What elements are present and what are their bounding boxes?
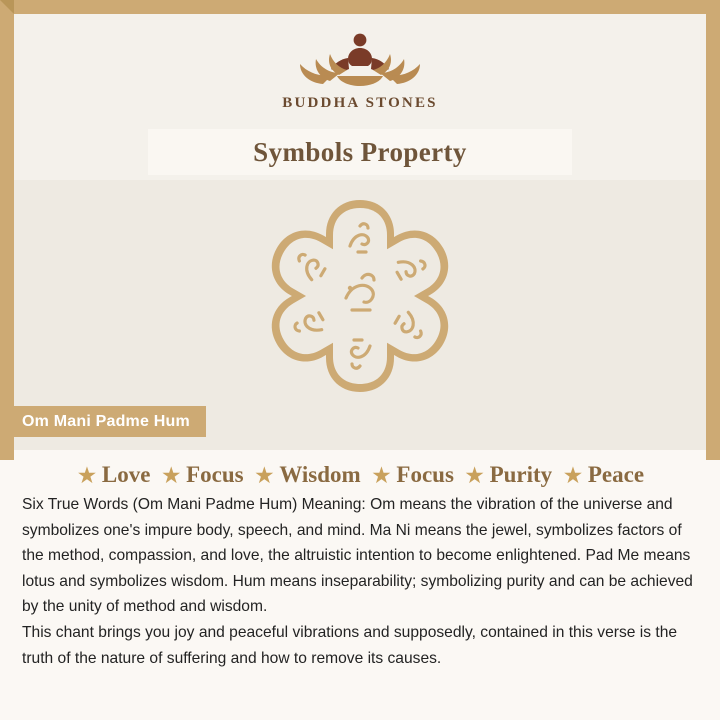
lotus-meditation-icon (285, 24, 435, 86)
keyword-peace: Peace (587, 462, 645, 487)
paragraph-chant: This chant brings you joy and peaceful vibrations and supposedly, contained in this verse is the truth of the nature of suffering and how to remove its causes. (22, 623, 678, 667)
keyword-focus-1: Focus (186, 462, 244, 487)
star-icon: ★ (465, 465, 484, 487)
keyword-list (0, 462, 720, 488)
ribbon-label: Om Mani Padme Hum (22, 412, 190, 430)
keyword-love: Love (101, 462, 151, 487)
keyword-wisdom: Wisdom (279, 462, 361, 487)
page-title-bar (148, 129, 572, 175)
keyword-purity: Purity (489, 462, 553, 487)
star-icon: ★ (162, 465, 181, 487)
paragraph-meaning: Six True Words (Om Mani Padme Hum) Meaning: Om means the vibration of the universe and symbolizes one's impure body, speech, and mind. Ma Ni means the jewel, symbolizes factors of the method, compassion, and love, the altruistic intention to become enlightened. Pad Me means lotus and symbolizes wisdom. Hum means inseparability; symbolizing purity and can be achieved by the unity of method and wisdom. (22, 496, 693, 616)
star-icon: ★ (563, 465, 582, 487)
frame-top-border (0, 0, 720, 14)
page-title: Symbols Property (253, 136, 467, 167)
ribbon-om-mani-padme-hum (0, 406, 206, 437)
frame-corner-bevel (0, 0, 14, 14)
brand-name: BUDDHA STONES (282, 95, 438, 111)
description-text (22, 492, 702, 671)
brand-logo-block (0, 24, 720, 112)
star-icon: ★ (255, 465, 274, 487)
star-icon: ★ (372, 465, 391, 487)
mandala-graphic (0, 186, 720, 411)
star-icon: ★ (77, 465, 96, 487)
keyword-focus-2: Focus (396, 462, 454, 487)
